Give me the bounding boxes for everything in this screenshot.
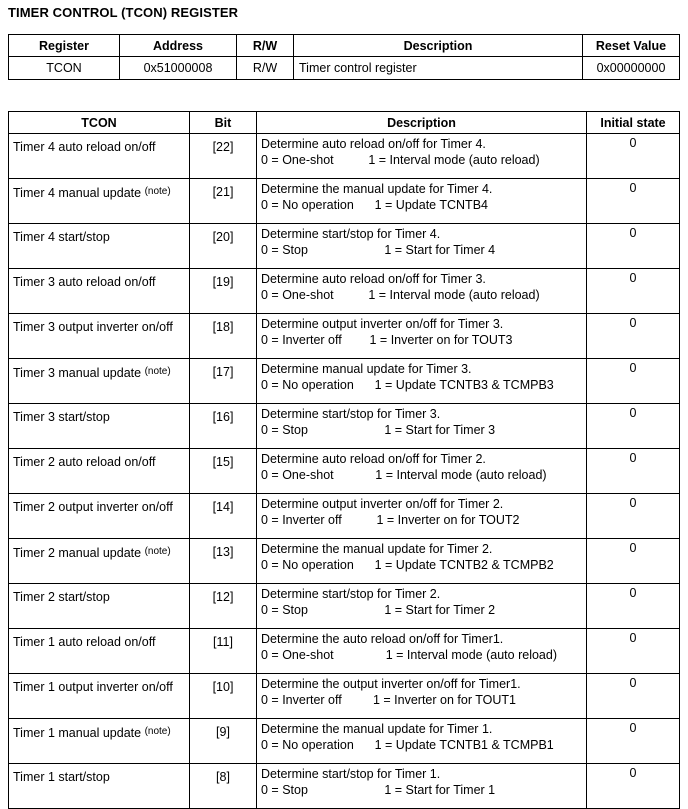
initial-state: 0	[587, 134, 680, 179]
bit-index: [16]	[190, 404, 257, 449]
description-values: 0 = Inverter off 1 = Inverter on for TOUT3	[261, 333, 513, 347]
page-title: TIMER CONTROL (TCON) REGISTER	[8, 5, 239, 20]
description-values: 0 = One-shot 1 = Interval mode (auto reload)	[261, 468, 547, 482]
description-summary: Determine the output inverter on/off for Timer1.	[261, 677, 521, 691]
bit-index: [20]	[190, 224, 257, 269]
table-row	[9, 584, 680, 629]
table-row	[9, 449, 680, 494]
register-summary-table	[8, 34, 680, 80]
description-summary: Determine output inverter on/off for Timer 3.	[261, 317, 504, 331]
table-row	[9, 179, 680, 224]
bit-index: [17]	[190, 359, 257, 404]
field-name: Timer 3 output inverter on/off	[13, 320, 173, 334]
column-header-address: Address	[120, 35, 237, 57]
field-description	[257, 134, 587, 179]
table-row	[9, 404, 680, 449]
table-row	[9, 224, 680, 269]
description-values: 0 = One-shot 1 = Interval mode (auto reload)	[261, 648, 557, 662]
description-summary: Determine auto reload on/off for Timer 3.	[261, 272, 486, 286]
initial-state: 0	[587, 224, 680, 269]
initial-state: 0	[587, 359, 680, 404]
field-name-cell	[9, 764, 190, 809]
field-name-cell	[9, 449, 190, 494]
table-row	[9, 134, 680, 179]
description-summary: Determine auto reload on/off for Timer 4.	[261, 137, 486, 151]
field-description	[257, 224, 587, 269]
field-name-cell	[9, 494, 190, 539]
table-row	[9, 764, 680, 809]
field-name: Timer 4 start/stop	[13, 230, 110, 244]
field-description	[257, 719, 587, 764]
column-header-bit-description: Description	[257, 112, 587, 134]
field-name-cell	[9, 539, 190, 584]
initial-state: 0	[587, 674, 680, 719]
description-values: 0 = Stop 1 = Start for Timer 1	[261, 783, 496, 797]
bit-index: [9]	[190, 719, 257, 764]
field-name-cell	[9, 314, 190, 359]
description-summary: Determine manual update for Timer 3.	[261, 362, 472, 376]
initial-state: 0	[587, 764, 680, 809]
table-row	[9, 629, 680, 674]
field-name-cell	[9, 179, 190, 224]
description-values: 0 = No operation 1 = Update TCNTB4	[261, 198, 488, 212]
column-header-description: Description	[294, 35, 583, 57]
field-description	[257, 359, 587, 404]
register-row	[9, 57, 680, 80]
table-row	[9, 269, 680, 314]
field-description	[257, 314, 587, 359]
register-reset-value: 0x00000000	[583, 57, 680, 80]
field-description	[257, 539, 587, 584]
initial-state: 0	[587, 269, 680, 314]
field-name-cell	[9, 359, 190, 404]
field-name: Timer 2 output inverter on/off	[13, 500, 173, 514]
field-name-cell	[9, 584, 190, 629]
field-description	[257, 179, 587, 224]
description-summary: Determine output inverter on/off for Timer 2.	[261, 497, 504, 511]
bit-index: [10]	[190, 674, 257, 719]
field-name: Timer 4 manual update	[13, 186, 142, 200]
note-marker: (note)	[144, 186, 171, 197]
description-values: 0 = One-shot 1 = Interval mode (auto reload)	[261, 288, 540, 302]
description-summary: Determine start/stop for Timer 2.	[261, 587, 441, 601]
bit-field-table	[8, 111, 680, 809]
description-values: 0 = No operation 1 = Update TCNTB1 & TCMPB1	[261, 738, 554, 752]
bit-index: [11]	[190, 629, 257, 674]
table-row	[9, 719, 680, 764]
description-values: 0 = Stop 1 = Start for Timer 4	[261, 243, 496, 257]
register-rw: R/W	[237, 57, 294, 80]
bit-index: [18]	[190, 314, 257, 359]
register-name: TCON	[9, 57, 120, 80]
description-values: 0 = No operation 1 = Update TCNTB3 & TCMPB3	[261, 378, 554, 392]
register-address: 0x51000008	[120, 57, 237, 80]
initial-state: 0	[587, 179, 680, 224]
register-table-header-row	[9, 35, 680, 57]
description-values: 0 = Inverter off 1 = Inverter on for TOUT2	[261, 513, 520, 527]
description-values: 0 = One-shot 1 = Interval mode (auto reload)	[261, 153, 540, 167]
initial-state: 0	[587, 584, 680, 629]
field-name: Timer 2 start/stop	[13, 590, 110, 604]
field-description	[257, 629, 587, 674]
bit-index: [8]	[190, 764, 257, 809]
bit-index: [14]	[190, 494, 257, 539]
initial-state: 0	[587, 539, 680, 584]
description-summary: Determine start/stop for Timer 3.	[261, 407, 441, 421]
field-name: Timer 3 manual update	[13, 366, 142, 380]
field-description	[257, 449, 587, 494]
column-header-initial-state: Initial state	[587, 112, 680, 134]
field-name-cell	[9, 404, 190, 449]
initial-state: 0	[587, 449, 680, 494]
column-header-tcon: TCON	[9, 112, 190, 134]
table-row	[9, 494, 680, 539]
field-description	[257, 764, 587, 809]
field-name-cell	[9, 134, 190, 179]
description-summary: Determine the manual update for Timer 2.	[261, 542, 493, 556]
description-summary: Determine the manual update for Timer 4.	[261, 182, 493, 196]
description-summary: Determine the manual update for Timer 1.	[261, 722, 493, 736]
field-description	[257, 674, 587, 719]
table-row	[9, 359, 680, 404]
description-values: 0 = No operation 1 = Update TCNTB2 & TCMPB2	[261, 558, 554, 572]
column-header-reset-value: Reset Value	[583, 35, 680, 57]
description-summary: Determine start/stop for Timer 1.	[261, 767, 441, 781]
table-row	[9, 314, 680, 359]
description-values: 0 = Inverter off 1 = Inverter on for TOUT1	[261, 693, 516, 707]
table-row	[9, 674, 680, 719]
field-name: Timer 1 output inverter on/off	[13, 680, 173, 694]
column-header-rw: R/W	[237, 35, 294, 57]
field-name: Timer 2 manual update	[13, 546, 142, 560]
description-summary: Determine the auto reload on/off for Timer1.	[261, 632, 504, 646]
field-name: Timer 2 auto reload on/off	[13, 455, 156, 469]
column-header-register: Register	[9, 35, 120, 57]
description-values: 0 = Stop 1 = Start for Timer 2	[261, 603, 496, 617]
description-summary: Determine auto reload on/off for Timer 2.	[261, 452, 486, 466]
field-name: Timer 1 auto reload on/off	[13, 635, 156, 649]
note-marker: (note)	[144, 546, 171, 557]
field-description	[257, 494, 587, 539]
note-marker: (note)	[144, 726, 171, 737]
field-name: Timer 3 start/stop	[13, 410, 110, 424]
field-name-cell	[9, 224, 190, 269]
bit-index: [13]	[190, 539, 257, 584]
field-name-cell	[9, 674, 190, 719]
description-summary: Determine start/stop for Timer 4.	[261, 227, 441, 241]
initial-state: 0	[587, 404, 680, 449]
bit-index: [22]	[190, 134, 257, 179]
field-name-cell	[9, 629, 190, 674]
bit-table-body	[9, 134, 680, 809]
note-marker: (note)	[144, 366, 171, 377]
bit-index: [19]	[190, 269, 257, 314]
field-description	[257, 584, 587, 629]
initial-state: 0	[587, 494, 680, 539]
field-name: Timer 1 start/stop	[13, 770, 110, 784]
initial-state: 0	[587, 629, 680, 674]
initial-state: 0	[587, 314, 680, 359]
register-description: Timer control register	[294, 57, 583, 80]
description-values: 0 = Stop 1 = Start for Timer 3	[261, 423, 496, 437]
field-name: Timer 1 manual update	[13, 726, 142, 740]
field-name-cell	[9, 719, 190, 764]
field-name-cell	[9, 269, 190, 314]
bit-index: [21]	[190, 179, 257, 224]
table-row	[9, 539, 680, 584]
field-name: Timer 3 auto reload on/off	[13, 275, 156, 289]
bit-index: [12]	[190, 584, 257, 629]
field-description	[257, 404, 587, 449]
field-name: Timer 4 auto reload on/off	[13, 140, 156, 154]
bit-table-header-row	[9, 112, 680, 134]
bit-index: [15]	[190, 449, 257, 494]
initial-state: 0	[587, 719, 680, 764]
field-description	[257, 269, 587, 314]
column-header-bit: Bit	[190, 112, 257, 134]
